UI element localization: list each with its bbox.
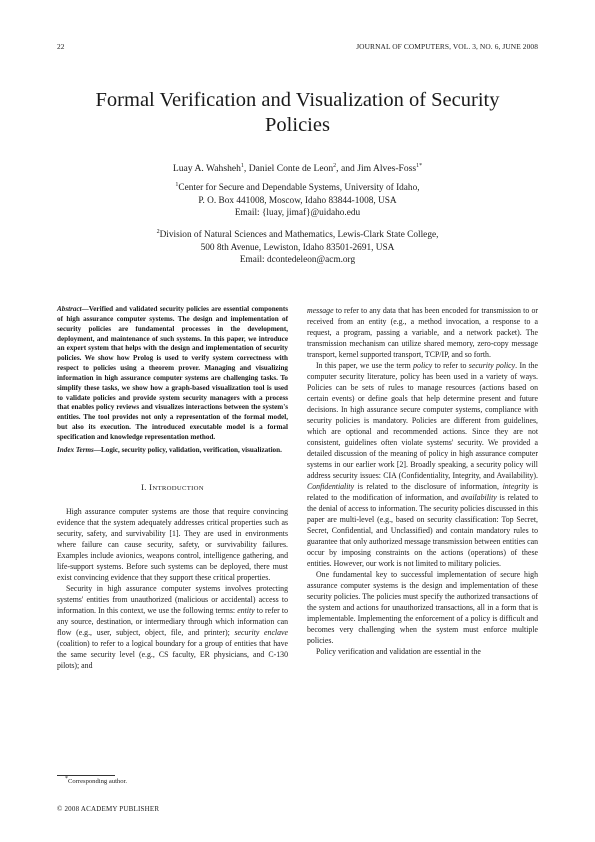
intro-p2-text-a: Security in high assurance computer systems involves protecting systems' entities from unauthorized (malicious or accidental) access to information. In this context, we use the following terms: <box>57 583 288 615</box>
author-3-affil-mark: 1* <box>416 162 423 169</box>
term-policy: policy <box>413 361 433 370</box>
abstract <box>57 305 288 443</box>
right-p2-text-d: is related to the disclosure of information, <box>354 482 503 491</box>
author-list <box>57 163 538 174</box>
footnote <box>65 775 127 785</box>
affiliation-2 <box>57 229 538 267</box>
affiliation-2-email: Email: dcontedeleon@acm.org <box>239 255 356 266</box>
term-message: message <box>307 306 334 315</box>
paper-title <box>57 88 538 138</box>
author-2-affil-mark: 2 <box>333 162 337 169</box>
term-security-policy: security policy <box>468 361 516 370</box>
section-heading-introduction <box>57 482 288 494</box>
abstract-text: Verified and validated security policies are essential components of high assurance computer systems. The design and implementation of security policies are fundamental processes in the development, deployment, and maintenance of such systems. In this paper, we introduce an expert system that helps with the design and implementation of security policies. We show how Prolog is used to verify system correctness with respect to policies using a theorem prover. Managing and visualizing information in high assurance computer systems are challenging tasks. To simplify these tasks, we show how a graph-based visualization tool is used to validate policies and provide system security managers with a process that enables policy reviews and visualizes interactions between the system's entities. The tool provides not only a representation of the formal model, but also its execution. The introduced executable model is a formal specification and knowledge representation method. <box>57 305 288 441</box>
affiliation-2-line-1: Division of Natural Sciences and Mathematics, Lewis-Clark State College, <box>159 230 439 240</box>
right-paragraph-4: Policy verification and validation are essential in the <box>316 647 481 656</box>
right-p2-text-b: to refer to <box>432 361 469 370</box>
footnote-marker: * <box>65 775 68 782</box>
right-p2-text-f: is related to the denial of access to information. The security policies discussed in this paper are multi-level (e.g., based on security classification: Top Secret, Secret, Confidential, and Unclassified) and contain mandatory rules to guarantee that only authorized message transmission between entities can occur by imposing constraints on the actions (operations) of these entities. However, our work is not limited to military policies. <box>307 493 538 568</box>
author-3: , and Jim Alves-Foss <box>336 163 417 174</box>
affiliation-1-mark: 1 <box>175 181 179 188</box>
right-p2-text-e: is related to the modification of information, and <box>307 482 538 502</box>
index-terms-label: Index Terms— <box>57 445 101 454</box>
intro-paragraph-1: High assurance computer systems are those that require convincing evidence that the system adequately addresses critical properties such as security, safety, and survivability [1]. They are used in environments where failure can cause security, safety, or survivability failures. Examples include avionics, weapons control, intelligence gathering, and life-support systems. Before such systems can be deployed, there must exist convincing evidence that they support these critical properties. <box>57 506 288 582</box>
right-p1-text: to refer to any data that has been encoded for transmission to or received from an entity (e.g., a method invocation, a response to a request, a program, passing a variable, and a network packet). The transmission mechanism can utilize shared memory, zero-copy message transport, kernel supported transport, TCP/IP, and so forth. <box>307 306 538 359</box>
term-integrity: integrity <box>502 482 530 491</box>
affiliation-1-line-1: Center for Secure and Dependable Systems, University of Idaho, <box>178 183 420 193</box>
title-line-1: Formal Verification and Visualization of Security <box>95 89 500 111</box>
author-1: Luay A. Wahsheh <box>172 163 241 174</box>
section-number: I. <box>141 481 150 492</box>
right-paragraph-3: One fundamental key to successful implementation of secure high assurance computer systems is the design and implementation of these security policies. The policies must specify the authorized transactions of the system and actions for unauthorized transactions, all in a form that is implementable. Implementing the enforcement of a policy is difficult and becomes very challenging when the system must enforce multiple policies. <box>307 570 538 645</box>
section-title-initial: I <box>149 481 153 492</box>
footnote-text: Corresponding author. <box>68 778 127 785</box>
intro-p2-text-c: (coalition) to refer to a logical boundary for a group of entities that have the same security level (e.g., CS faculty, ER physicians, and C-130 pilots); and <box>57 638 288 670</box>
title-line-2: Policies <box>265 114 330 136</box>
affiliation-2-line-2: 500 8th Avenue, Lewiston, Idaho 83501-2691, USA <box>200 242 395 253</box>
affiliation-1-email: Email: {luay, jimaf}@uidaho.edu <box>234 208 361 219</box>
right-p2-text-a: In this paper, we use the term <box>316 361 414 370</box>
author-2: , Daniel Conte de Leon <box>243 163 334 174</box>
term-entity: entity <box>237 605 255 615</box>
term-confidentiality: Confidentiality <box>307 482 355 491</box>
copyright-notice: © 2008 ACADEMY PUBLISHER <box>57 805 160 813</box>
index-terms-text: Logic, security policy, validation, verification, visualization. <box>100 445 282 454</box>
section-title-rest: NTRODUCTION <box>152 484 204 492</box>
term-availability: availability <box>461 493 497 502</box>
right-p2-text-c: . In the computer security literature, policy has been used in a variety of ways. Policies can be sets of rules to manage resources (actions based on certain events) or define goals that help determine present and future decisions. In high assurance secure computer systems, compliance with security policies is mandatory. Policies are different from guidelines, which are optional and recommended actions. Since they are not consistent, guidelines often violate systems' security. We provided a detailed discussion of the meaning of policy in high assurance computer systems in our earlier work [2]. Broadly speaking, a security policy will address security issues: CIA (Confidentiality, Integrity, and Availability). <box>307 361 538 480</box>
right-column <box>307 305 538 657</box>
abstract-label: Abstract— <box>57 305 89 313</box>
left-column <box>57 305 288 671</box>
right-paragraph-1 <box>307 305 538 360</box>
index-terms <box>57 446 288 456</box>
right-paragraph-2 <box>307 360 538 569</box>
intro-paragraph-2 <box>57 583 288 671</box>
affiliation-1 <box>57 182 538 220</box>
author-1-affil-mark: 1 <box>240 162 244 169</box>
journal-info: JOURNAL OF COMPUTERS, VOL. 3, NO. 6, JUNE 2008 <box>356 42 538 51</box>
term-security-enclave: security enclave <box>234 627 288 637</box>
intro-p2-text-b: to refer to any source, destination, or intermediary through which information can flow (e.g., user, subject, object, file, and printer); <box>57 605 288 637</box>
page-number: 22 <box>57 42 65 51</box>
affiliation-1-line-2: P. O. Box 441008, Moscow, Idaho 83844-1008, USA <box>198 195 397 206</box>
affiliation-2-mark: 2 <box>156 228 160 235</box>
